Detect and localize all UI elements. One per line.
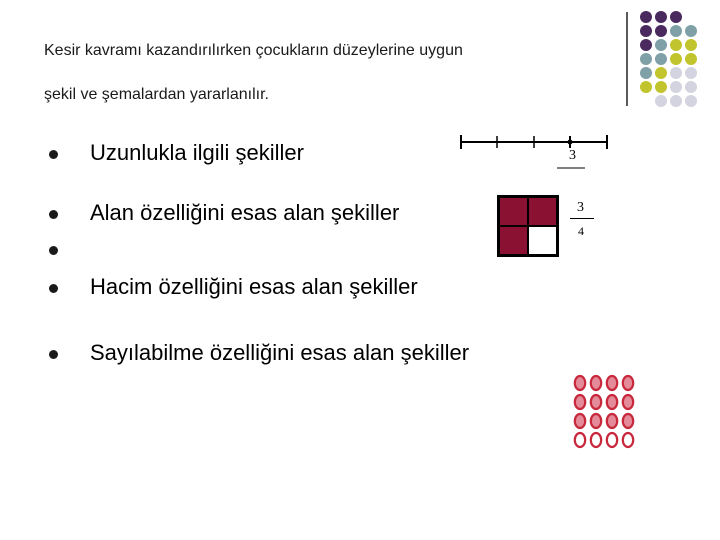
decorative-dot [655,53,667,65]
counting-oval-filled [575,414,585,428]
bullet-icon [49,246,58,255]
counting-oval-filled [575,376,585,390]
length-fraction-numerator: 3 [569,148,576,163]
decorative-dot [640,53,652,65]
counting-oval-filled [623,414,633,428]
decorative-dot [655,25,667,37]
decorative-dot [655,81,667,93]
counting-oval-filled [591,395,601,409]
title-line-1: Kesir kavramı kazandırılırken çocukların düzeylerine uygun [44,42,463,59]
bullet-icon [49,210,58,219]
grid-cell-filled [499,197,528,226]
counting-oval-empty [591,433,601,447]
bullet-icon [49,284,58,293]
counting-oval-empty [607,433,617,447]
decorative-dot [685,67,697,79]
decorative-dot [670,25,682,37]
decorative-dot [685,81,697,93]
decorative-dot [685,53,697,65]
bullet-icon [49,350,58,359]
decorative-dot [640,81,652,93]
decorative-dot [670,95,682,107]
bullet-icon [49,150,58,159]
decorative-dot [685,95,697,107]
decorative-dot [640,11,652,23]
title-line-2: şekil ve şemalardan yararlanılır. [44,86,269,103]
decorative-dot [685,39,697,51]
area-fraction-denominator: 4 [578,224,584,238]
counting-oval-filled [623,395,633,409]
counting-ovals-figure [570,374,642,450]
area-fraction-bar [570,218,594,219]
decorative-dot [640,25,652,37]
list-item-length: Uzunlukla ilgili şekiller [90,140,304,165]
counting-oval-filled [607,376,617,390]
decorative-dot [670,11,682,23]
decorative-dot [640,39,652,51]
list-item-volume: Hacim özelliğini esas alan şekiller [90,274,418,299]
decorative-dot [670,81,682,93]
decorative-dot [640,67,652,79]
decorative-divider-line [626,12,628,106]
decorative-dot [670,53,682,65]
decorative-dot [655,39,667,51]
counting-oval-filled [591,376,601,390]
counting-oval-filled [575,395,585,409]
list-item-count: Sayılabilme özelliğini esas alan şekiller [90,340,470,365]
counting-oval-filled [607,395,617,409]
decorative-dot [655,11,667,23]
counting-oval-empty [575,433,585,447]
decorative-dot [685,25,697,37]
area-fraction-numerator: 3 [577,200,584,215]
counting-oval-empty [623,433,633,447]
area-grid-figure [497,195,559,257]
counting-oval-filled [623,376,633,390]
counting-oval-filled [607,414,617,428]
grid-cell-filled [499,226,528,255]
decorative-dot [655,67,667,79]
decorative-dot [670,67,682,79]
number-line-figure [455,130,615,175]
grid-cell-empty [528,226,557,255]
counting-oval-filled [591,414,601,428]
decorative-dot [655,95,667,107]
decorative-dot [670,39,682,51]
grid-cell-filled [528,197,557,226]
list-item-area: Alan özelliğini esas alan şekiller [90,200,400,225]
